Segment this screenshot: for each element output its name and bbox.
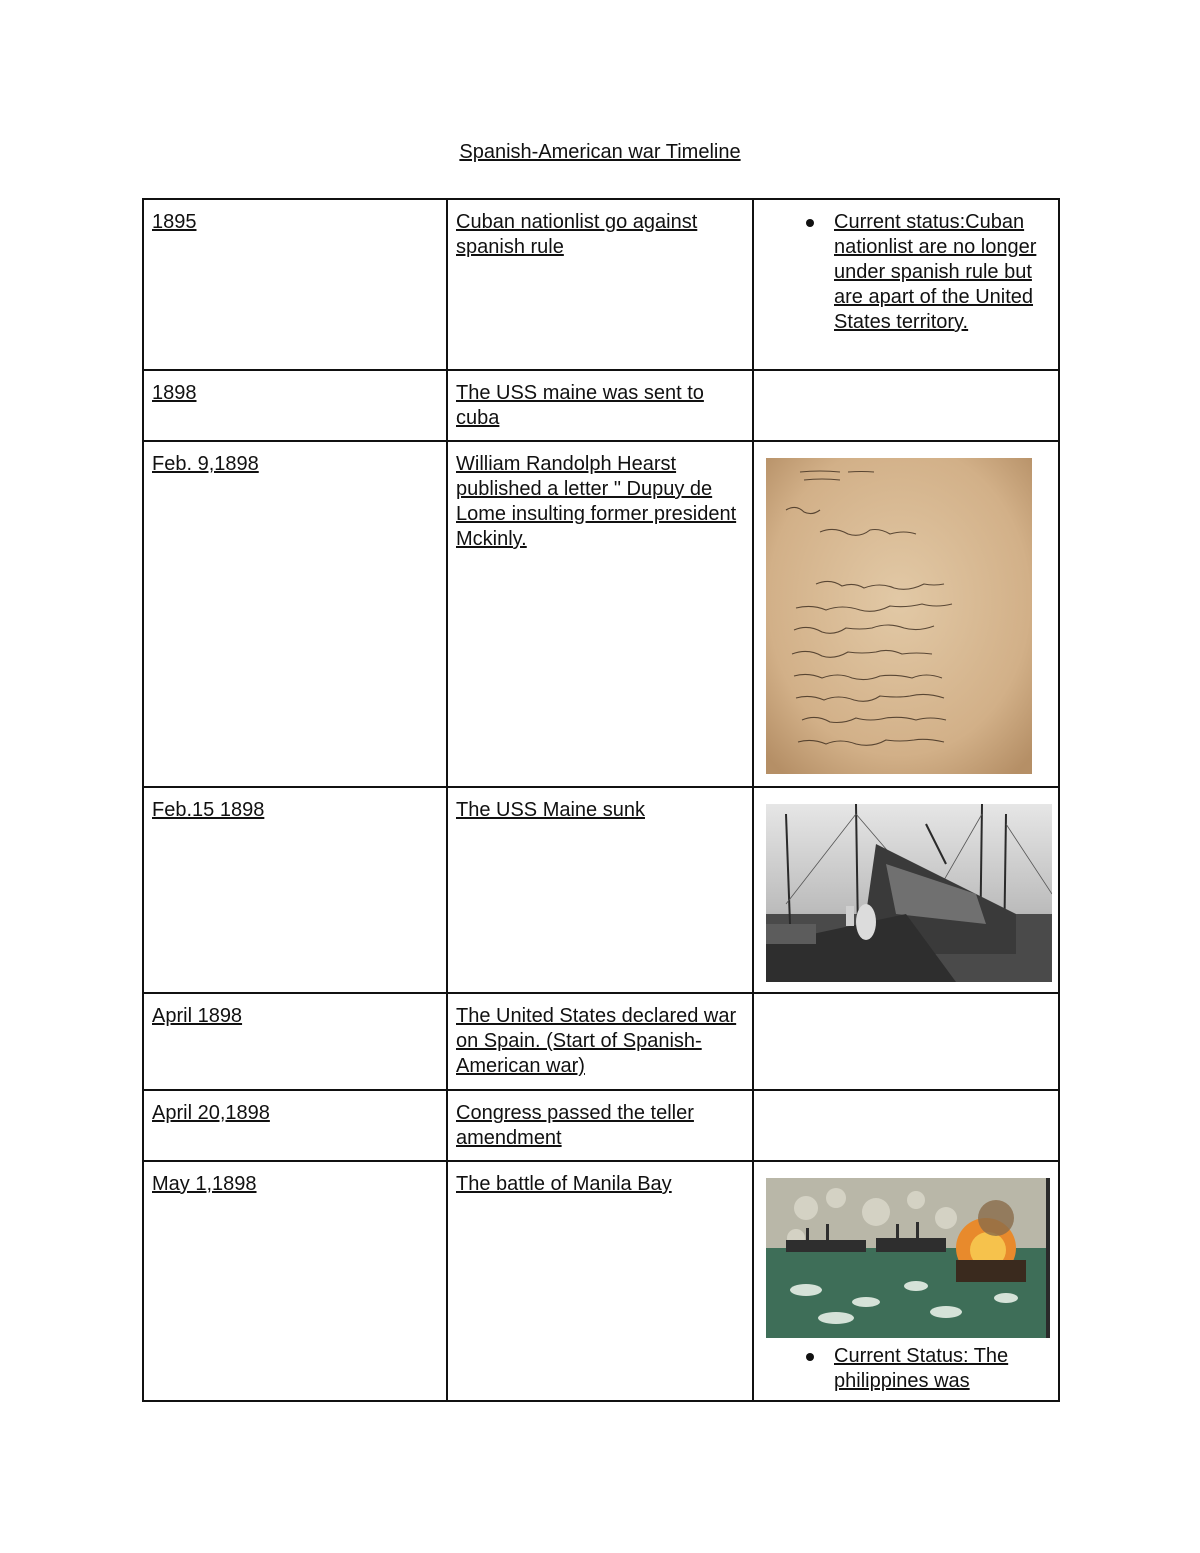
event-cell: The USS Maine sunk — [447, 787, 753, 993]
note-cell — [753, 199, 1059, 370]
timeline-table — [142, 198, 1060, 1402]
date-cell: 1898 — [143, 370, 447, 441]
date-cell: Feb.15 1898 — [143, 787, 447, 993]
event-cell: The battle of Manila Bay — [447, 1161, 753, 1401]
date-cell: May 1,1898 — [143, 1161, 447, 1401]
status-note: Current status:Cuban nationlist are no longer under spanish rule but are apart of the United States territory. — [762, 210, 1050, 335]
date-cell: April 20,1898 — [143, 1090, 447, 1161]
note-cell — [753, 370, 1059, 441]
table-row — [143, 787, 1059, 993]
manila-bay-image — [766, 1178, 1050, 1338]
table-row — [143, 993, 1059, 1090]
status-note: Current Status: The philippines was — [762, 1344, 1050, 1394]
note-cell — [753, 441, 1059, 787]
table-row — [143, 1161, 1059, 1401]
date-cell: 1895 — [143, 199, 447, 370]
maine-wreck-image — [766, 804, 1052, 982]
letter-image — [766, 458, 1032, 774]
date-cell: Feb. 9,1898 — [143, 441, 447, 787]
note-cell — [753, 1090, 1059, 1161]
page-title: Spanish-American war Timeline — [459, 141, 741, 163]
table-row — [143, 370, 1059, 441]
event-cell: Congress passed the teller amendment — [447, 1090, 753, 1161]
note-cell — [753, 1161, 1059, 1401]
table-row — [143, 199, 1059, 370]
date-cell: April 1898 — [143, 993, 447, 1090]
note-cell — [753, 993, 1059, 1090]
table-row — [143, 1090, 1059, 1161]
table-row — [143, 441, 1059, 787]
note-cell — [753, 787, 1059, 993]
event-cell: Cuban nationlist go against spanish rule — [447, 199, 753, 370]
event-cell: William Randolph Hearst published a letter " Dupuy de Lome insulting former president Mckinly. — [447, 441, 753, 787]
event-cell: The USS maine was sent to cuba — [447, 370, 753, 441]
event-cell: The United States declared war on Spain. (Start of Spanish-American war) — [447, 993, 753, 1090]
